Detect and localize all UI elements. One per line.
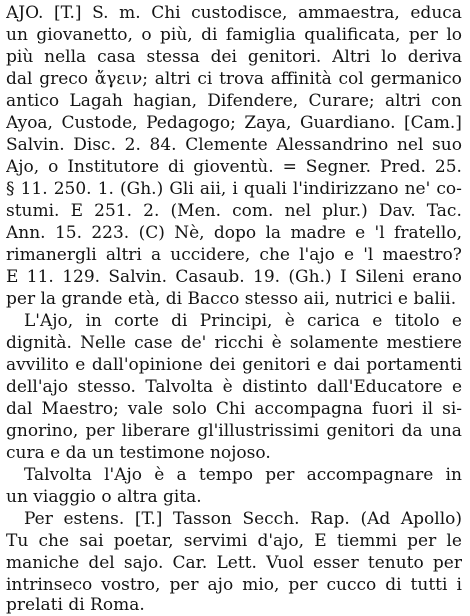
text-line: antico Lagah hagian, Difendere, Curare; altri con	[6, 91, 462, 111]
text-line: gnorino, per liberare gl'illustrissimi genitori da una	[6, 421, 462, 441]
text-line: un viaggio o altra gita.	[6, 487, 202, 507]
text-line: L'Ajo, in corte di Principi, è carica e titolo e	[24, 311, 462, 331]
text-line: AJO. [T.] S. m. Chi custodisce, ammaestra, educa	[6, 3, 462, 23]
text-line: rimanergli altri a uccidere, che l'ajo e 'l maestro?	[6, 245, 462, 265]
text-line: prelati di Roma.	[6, 595, 145, 615]
text-line: un giovanetto, o più, di famiglia qualificata, per lo	[6, 25, 462, 45]
text-line: Ayoa, Custode, Pedagogo; Zaya, Guardiano. [Cam.]	[6, 113, 462, 133]
text-line: dal greco ἄγειν; altri ci trova affinità col germanico	[6, 69, 462, 89]
text-line: avvilito e dall'opinione dei genitori e dai portamenti	[6, 355, 462, 375]
text-line: più nella casa stessa dei genitori. Altri lo deriva	[6, 47, 462, 67]
text-line: dell'ajo stesso. Talvolta è distinto dall'Educatore e	[6, 377, 462, 397]
text-line: dignità. Nelle case de' ricchi è solamente mestiere	[6, 333, 462, 353]
text-line: Ann. 15. 223. (C) Nè, dopo la madre e 'l fratello,	[6, 223, 462, 243]
text-line: § 11. 250. 1. (Gh.) Gli aii, i quali l'indirizzano ne' co-	[6, 179, 462, 199]
text-line: Talvolta l'Ajo è a tempo per accompagnare in	[24, 465, 462, 485]
text-line: Per estens. [T.] Tasson Secch. Rap. (Ad Apollo)	[24, 509, 462, 529]
text-line: maniche del sajo. Car. Lett. Vuol esser tenuto per	[6, 553, 462, 573]
text-line: stumi. E 251. 2. (Men. com. nel plur.) Dav. Tac.	[6, 201, 462, 221]
text-line: intrinseco vostro, per ajo mio, per cucco di tutti i	[6, 575, 462, 595]
text-line: Tu che sai poetar, servimi d'ajo, E tiemmi per le	[6, 531, 462, 551]
text-line: Ajo, o Institutore di gioventù. = Segner. Pred. 25.	[6, 157, 462, 177]
text-line: dal Maestro; vale solo Chi accompagna fuori il si-	[6, 399, 462, 419]
text-line: E 11. 129. Salvin. Casaub. 19. (Gh.) I Sileni erano	[6, 267, 462, 287]
text-line: Salvin. Disc. 2. 84. Clemente Alessandrino nel suo	[6, 135, 462, 155]
text-line: per la grande età, di Bacco stesso aii, nutrici e balii.	[6, 289, 457, 309]
text-line: cura e da un testimone nojoso.	[6, 443, 271, 463]
